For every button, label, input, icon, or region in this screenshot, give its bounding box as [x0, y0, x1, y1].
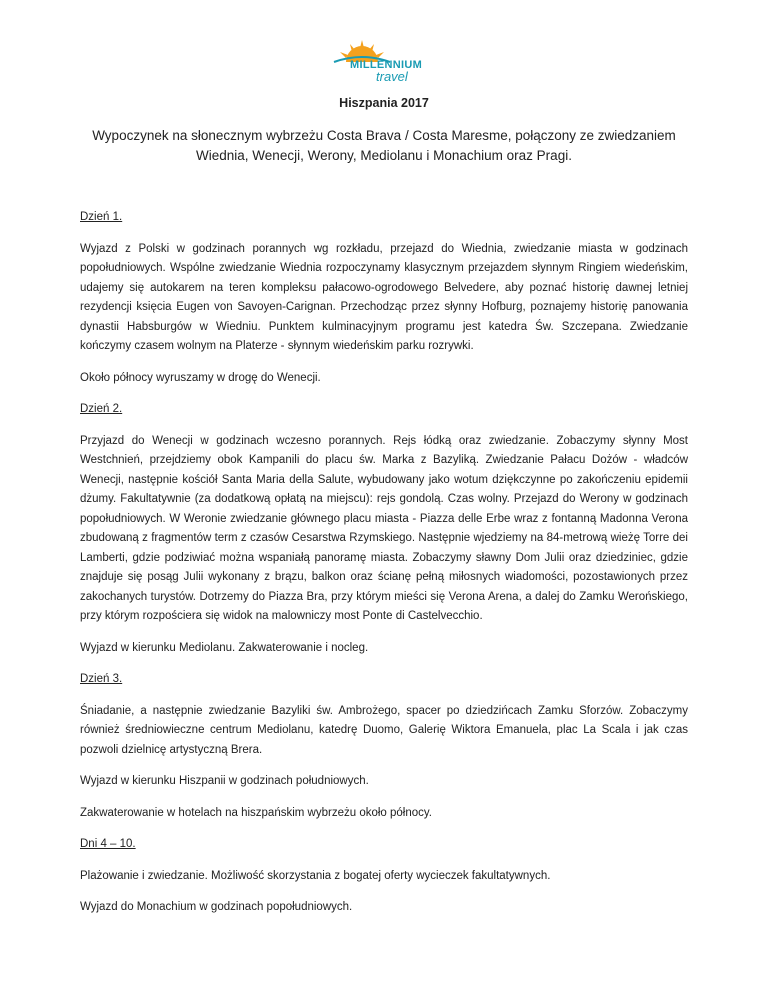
day-heading: Dzień 3. [80, 673, 123, 685]
paragraph: Plażowanie i zwiedzanie. Możliwość skorzystania z bogatej oferty wycieczek fakultatywnych. [80, 869, 551, 882]
document-subtitle: Wypoczynek na słonecznym wybrzeżu Costa Brava / Costa Maresme, połączony ze zwiedzaniem Wiednia, Wenecji, Werony, Mediolanu i Monachium oraz Pragi. [92, 128, 676, 163]
logo-text-travel: travel [376, 69, 408, 84]
paragraph: Przyjazd do Wenecji w godzinach wczesno porannych. Rejs łódką oraz zwiedzanie. Zobaczymy słynny Most Westchnień, przejdziemy obok Kampanili do placu św. Marka z Bazyliką. Zwiedzanie Pałacu Dożów - władców Wenecji, następnie kościół Santa Maria della Salute, wybudowany jako wotum dziękczynne po zakończeniu epidemii dżumy. Fakultatywnie (za dodatkową opłatą na miejscu): rejs gondolą. Czas wolny. Przejazd do Werony w godzinach popołudniowych. W Weronie zwiedzanie głównego placu miasta - Piazza delle Erbe wraz z fontanną Madonna Verona zbudowaną z fragmentów term z czasów Cesarstwa Rzymskiego. Następnie wjedziemy na 84-metrową wieżę Torre dei Lamberti, gdzie podziwiać można wspaniałą panoramę miasta. Zobaczymy sławny Dom Julii oraz dziedziniec, gdzie znajduje się posąg Julii wykonany z brązu, balkon oraz ścianę pełną miłosnych wiadomości, pozostawionych przez zakochanych turystów. Dotrzemy do Piazza Bra, przy którym mieści się Verona Arena, a dalej do Zamku Werońskiego, przy którym rozpościera się widok na malowniczy most Ponte di Castelvecchio. [80, 434, 688, 622]
itinerary [80, 208, 688, 930]
company-logo [328, 40, 438, 86]
day-heading: Dzień 1. [80, 211, 123, 223]
paragraph: Wyjazd do Monachium w godzinach popołudniowych. [80, 901, 353, 913]
day-heading: Dni 4 – 10. [80, 838, 136, 850]
paragraph: Wyjazd w kierunku Hiszpanii w godzinach południowych. [80, 775, 369, 787]
paragraph: Śniadanie, a następnie zwiedzanie Bazyliki św. Ambrożego, spacer po dziedzińcach Zamku Sforzów. Zobaczymy również średniowieczne centrum Mediolanu, katedrę Duomo, Galerię Wiktora Emanuela, plac La Scala i jak czas pozwoli dzielnicę artystyczną Brera. [80, 704, 688, 756]
paragraph: Wyjazd z Polski w godzinach porannych wg rozkładu, przejazd do Wiednia, zwiedzanie miasta w godzinach popołudniowych. Wspólne zwiedzanie Wiednia rozpoczynamy klasycznym przejazdem słynnym Ringiem wiedeńskim, udajemy się autokarem na teren kompleksu pałacowo-ogrodowego Belvedere, aby poznać historię dawnej letniej rezydencji księcia Eugen von Savoyen-Carignan. Przechodząc przez słynny Hofburg, poznajemy historię panowania dynastii Habsburgów w Wiedniu. Punktem kulminacyjnym programu jest katedra Św. Szczepana. Zwiedzanie kończymy czasem wolnym na Platerze - słynnym wiedeńskim parku rozrywki. [80, 242, 688, 352]
paragraph: Zakwaterowanie w hotelach na hiszpańskim wybrzeżu około północy. [80, 806, 432, 819]
document-title: Hiszpania 2017 [339, 96, 429, 110]
day-heading: Dzień 2. [80, 403, 123, 415]
logo-text-millennium: MILLENNIUM [350, 59, 423, 71]
paragraph: Wyjazd w kierunku Mediolanu. Zakwaterowanie i nocleg. [80, 641, 369, 654]
paragraph: Około północy wyruszamy w drogę do Wenecji. [80, 371, 321, 384]
